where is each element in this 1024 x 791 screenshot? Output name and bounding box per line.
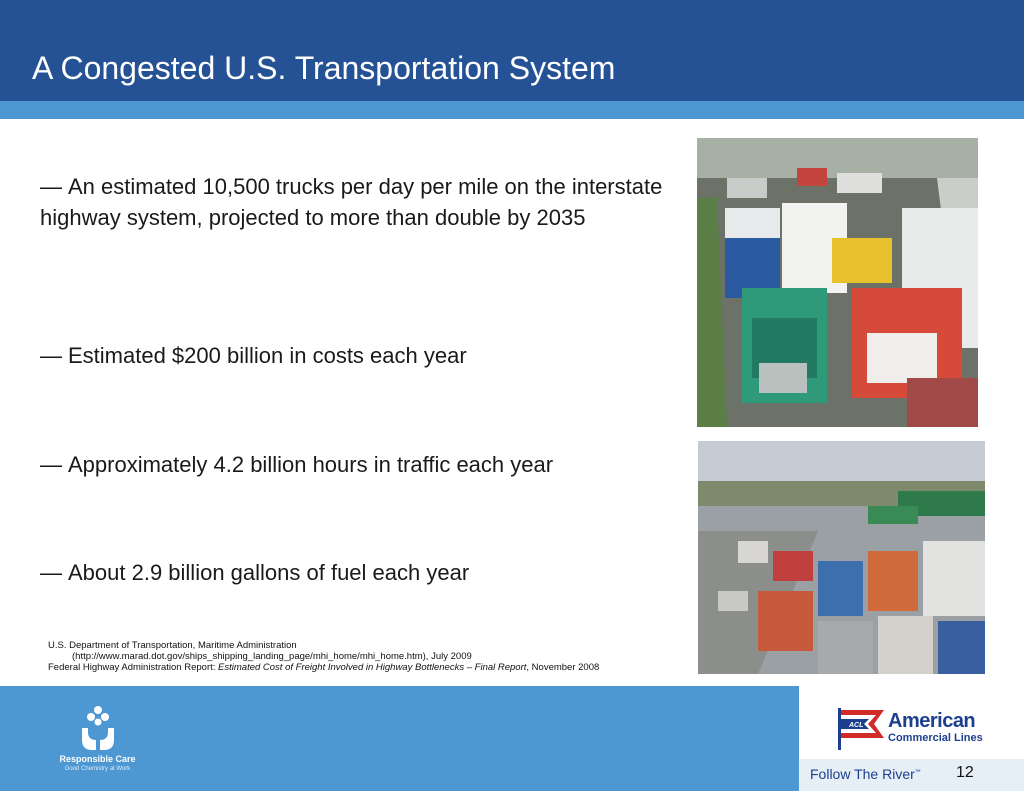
responsible-care-subtitle: Good Chemistry at Work <box>64 766 131 772</box>
acl-flag-text: ACL <box>849 722 864 729</box>
trademark-mark: ™ <box>914 769 921 776</box>
bullet-text: About 2.9 billion gallons of fuel each year <box>68 560 470 585</box>
acl-flag-logo-icon <box>836 708 886 750</box>
bullet-text: An estimated 10,500 trucks per day per mile on the interstate highway system, projected to more than double by 2035 <box>40 174 663 230</box>
footer-band <box>0 686 799 791</box>
reference-line-3 <box>48 662 688 673</box>
company-name-line-2: Commercial Lines <box>888 732 983 744</box>
bullet-item <box>40 171 670 233</box>
container-truck-traffic-photo <box>698 441 985 674</box>
bullet-item <box>40 557 670 588</box>
header-stripe <box>0 101 1024 119</box>
references <box>48 640 688 673</box>
reference-line-2: (http://www.marad.dot.gov/ships_shipping_landing_page/mhi_home/mhi_home.htm), July 2009 <box>72 651 472 662</box>
responsible-care-logo-icon <box>78 704 118 752</box>
reference-prefix: Federal Highway Administration Report: <box>48 662 219 673</box>
slide-title: A Congested U.S. Transportation System <box>32 50 616 86</box>
company-tagline <box>810 766 921 782</box>
company-name-line-1: American <box>888 710 976 732</box>
bullet-text: Estimated $200 billion in costs each year <box>68 343 467 368</box>
reference-suffix: , November 2008 <box>526 662 600 673</box>
tagline-text: Follow The River <box>810 766 915 782</box>
reference-title: Estimated Cost of Freight Involved in Highway Bottlenecks – Final Report <box>218 662 527 673</box>
truck-traffic-photo <box>697 138 978 427</box>
bullet-item <box>40 340 670 371</box>
bullet-dash: — <box>40 452 62 477</box>
bullet-dash: — <box>40 174 62 199</box>
bullet-item <box>40 449 670 480</box>
page-number: 12 <box>956 764 974 781</box>
reference-line-1: U.S. Department of Transportation, Maritime Administration <box>48 640 297 651</box>
bullet-text: Approximately 4.2 billion hours in traffic each year <box>68 452 554 477</box>
bullet-dash: — <box>40 343 62 368</box>
bullet-dash: — <box>40 560 62 585</box>
responsible-care-label: Responsible Care <box>59 754 136 764</box>
